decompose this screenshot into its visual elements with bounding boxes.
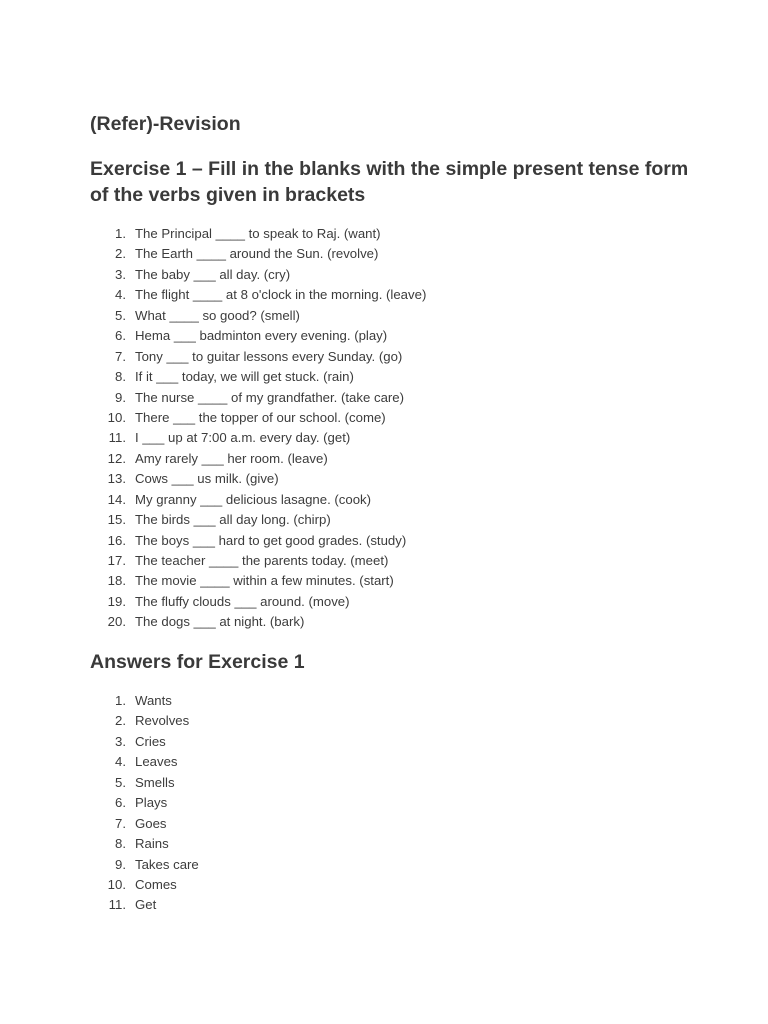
question-item-text: Tony ___ to guitar lessons every Sunday. (go)	[135, 348, 403, 364]
question-item-text: The dogs ___ at night. (bark)	[135, 614, 305, 630]
question-item-text: The movie ____ within a few minutes. (start)	[135, 573, 394, 589]
answer-item	[90, 895, 199, 915]
question-item-number: 20.	[107, 614, 126, 630]
question-item-text: My granny ___ delicious lasagne. (cook)	[135, 491, 372, 507]
question-item-text: Hema ___ badminton every evening. (play)	[135, 328, 388, 344]
question-item-number: 9.	[115, 389, 126, 405]
question-item	[90, 612, 426, 632]
question-item	[90, 571, 426, 591]
question-item-text: I ___ up at 7:00 a.m. every day. (get)	[135, 430, 351, 446]
answer-item-number: 11.	[108, 897, 126, 913]
answer-item-text: Goes	[135, 815, 167, 831]
question-item-text: The nurse ____ of my grandfather. (take care)	[135, 389, 405, 405]
answer-item-number: 5.	[115, 774, 126, 790]
question-item	[90, 347, 426, 367]
answer-item	[90, 855, 199, 875]
answer-item	[90, 773, 199, 793]
answer-item-text: Get	[135, 897, 157, 913]
question-item	[90, 510, 426, 530]
question-item	[90, 490, 426, 510]
question-item-number: 19.	[107, 593, 126, 609]
question-item	[90, 428, 426, 448]
answer-item-number: 1.	[115, 693, 126, 708]
question-item-text: The Earth ____ around the Sun. (revolve)	[135, 246, 379, 262]
answer-list	[90, 691, 199, 916]
question-item-text: Cows ___ us milk. (give)	[135, 471, 279, 487]
question-item-number: 18.	[107, 573, 126, 589]
question-item-text: The Principal ____ to speak to Raj. (want)	[135, 226, 381, 241]
question-item-text: The birds ___ all day long. (chirp)	[135, 512, 331, 528]
question-list	[90, 224, 426, 633]
answer-item	[90, 834, 199, 854]
question-item-number: 7.	[115, 348, 126, 364]
question-item-number: 11.	[108, 430, 126, 446]
answer-item-number: 10.	[107, 876, 126, 892]
question-item-number: 8.	[115, 369, 126, 385]
answer-item-text: Wants	[135, 693, 172, 708]
question-item	[90, 224, 426, 244]
document-title: (Refer)-Revision	[90, 113, 241, 135]
question-item-text: The baby ___ all day. (cry)	[135, 266, 291, 282]
answer-item-number: 2.	[115, 713, 126, 729]
answer-item-number: 7.	[115, 815, 126, 831]
answer-item	[90, 711, 199, 731]
question-item-text: There ___ the topper of our school. (come)	[135, 409, 386, 425]
answer-item	[90, 793, 199, 813]
question-item	[90, 531, 426, 551]
question-item-number: 2.	[115, 246, 126, 262]
question-item	[90, 306, 426, 326]
answer-item-text: Smells	[135, 774, 175, 790]
answer-item	[90, 875, 199, 895]
question-item-text: The boys ___ hard to get good grades. (study)	[135, 532, 407, 548]
question-item	[90, 469, 426, 489]
question-item	[90, 244, 426, 264]
answer-item-text: Rains	[135, 836, 169, 852]
answer-item-text: Takes care	[135, 856, 199, 872]
question-item-number: 12.	[107, 450, 126, 466]
question-item-number: 3.	[115, 266, 126, 282]
question-item	[90, 326, 426, 346]
answer-item-number: 3.	[115, 733, 126, 749]
question-item-text: Amy rarely ___ her room. (leave)	[135, 450, 328, 466]
answer-item-number: 8.	[115, 836, 126, 852]
question-item-number: 13.	[107, 471, 126, 487]
question-item	[90, 285, 426, 305]
answer-item-number: 6.	[115, 795, 126, 811]
question-item-number: 16.	[107, 532, 126, 548]
question-item-text: The fluffy clouds ___ around. (move)	[135, 593, 350, 609]
exercise-heading: Exercise 1 – Fill in the blanks with the simple present tense form of the verbs given in brackets	[90, 158, 689, 206]
answer-item-text: Revolves	[135, 713, 190, 729]
question-item-number: 4.	[115, 287, 126, 303]
answer-item	[90, 732, 199, 752]
question-item	[90, 265, 426, 285]
answer-item-text: Cries	[135, 733, 166, 749]
question-item-text: The flight ____ at 8 o'clock in the morning. (leave)	[135, 287, 427, 303]
question-item	[90, 408, 426, 428]
answer-item-text: Plays	[135, 795, 168, 811]
question-item	[90, 592, 426, 612]
question-item	[90, 367, 426, 387]
question-item	[90, 449, 426, 469]
question-item-number: 1.	[115, 226, 126, 241]
question-item-number: 14.	[107, 491, 126, 507]
answer-item-number: 4.	[115, 754, 126, 770]
question-item	[90, 388, 426, 408]
question-item-number: 15.	[107, 512, 126, 528]
question-item-number: 6.	[115, 328, 126, 344]
question-item-text: The teacher ____ the parents today. (meet)	[135, 553, 389, 568]
answer-item-number: 9.	[115, 856, 126, 872]
answer-item	[90, 691, 199, 711]
answer-item	[90, 814, 199, 834]
answers-heading: Answers for Exercise 1	[90, 651, 305, 673]
question-item-number: 10.	[107, 409, 126, 425]
question-item-number: 17.	[107, 553, 126, 568]
question-item-number: 5.	[115, 307, 126, 323]
question-item	[90, 551, 426, 571]
answer-item-text: Comes	[135, 876, 177, 892]
answer-item	[90, 752, 199, 772]
answer-item-text: Leaves	[135, 754, 178, 770]
question-item-text: If it ___ today, we will get stuck. (rain)	[135, 369, 354, 385]
question-item-text: What ____ so good? (smell)	[135, 307, 300, 323]
